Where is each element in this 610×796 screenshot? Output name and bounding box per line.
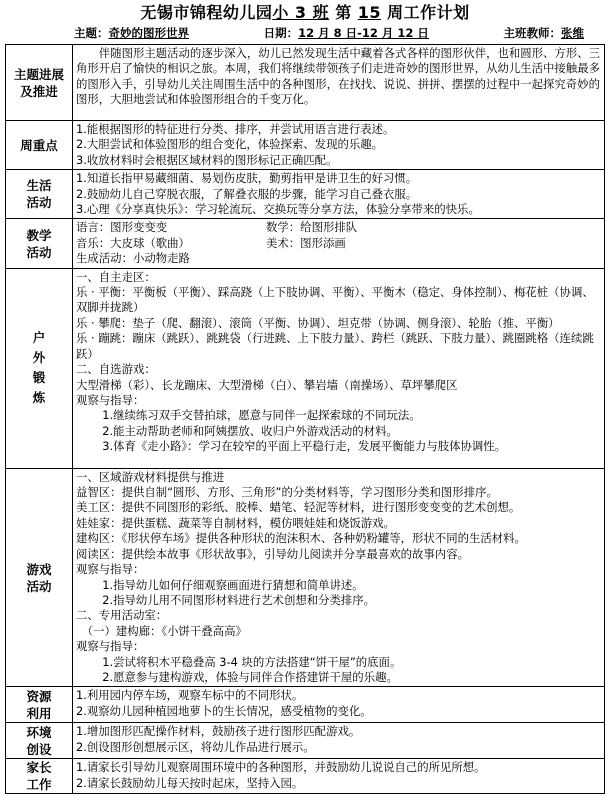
label-life: 生活 活动: [6, 170, 73, 219]
list-item: 1.利用园内停车场，观察车标中的不同形状。: [76, 688, 304, 703]
title-suffix: 周工作计划: [387, 3, 470, 22]
list-item: 2.鼓励幼儿自己穿脱衣服，了解叠衣服的步骤，能学习自己叠衣服。: [76, 186, 418, 201]
label-games: 游戏 活动: [6, 468, 73, 687]
row-environment: [6, 723, 605, 759]
theme-meta: 主题：奇妙的图形世界: [74, 26, 189, 40]
list-item: 建构区：《形状停车场》提供各种形状的泡沫积木、各种奶粉罐等，形状不同的生活材料。: [76, 531, 526, 546]
list-item: 一、区域游戏材料提供与推进: [76, 469, 225, 484]
list-item: 一、自主走区：: [76, 269, 156, 284]
list-item: 1.尝试将积木平稳叠高 3-4 块的方法搭建“饼干屋”的底面。: [102, 654, 402, 669]
label-weekly-focus: 周重点: [6, 121, 73, 170]
label-family: 家长 工作: [6, 759, 73, 794]
row-games: [6, 468, 605, 687]
list-item: 1.增加图形匹配操作材料，鼓励孩子进行图形匹配游戏。: [76, 724, 361, 739]
content-environment: [73, 723, 605, 759]
label-outdoor: 户 外 锻 炼: [6, 268, 73, 468]
teaching-math: 数学：给图形排队: [266, 220, 358, 235]
theme-value: 奇妙的图形世界: [108, 26, 189, 40]
row-family: [6, 759, 605, 794]
row-teaching: [6, 219, 605, 268]
list-item: 1.请家长引导幼儿观察周围环境中的各种图形，并鼓励幼儿说说自己的所见所想。: [76, 760, 486, 775]
list-item: （一）建构廊：《小饼干叠高高》: [81, 623, 247, 638]
list-item: 二、自选游戏：: [76, 362, 156, 377]
content-outdoor: [73, 268, 605, 468]
label-teaching: 教学 活动: [6, 219, 73, 268]
content-games: [73, 468, 605, 687]
list-item: 1.指导幼儿如何仔细观察画面进行猜想和简单讲述。: [102, 577, 364, 592]
list-item: 2.大胆尝试和体验图形的组合变化，体验探索、发现的乐趣。: [76, 137, 384, 152]
list-item: 阅读区：提供绘本故事《形状故事》，引导幼儿阅读并分享最喜欢的故事内容。: [76, 546, 469, 561]
date-value: 12 月 8 日-12 月 12 日: [298, 26, 429, 40]
row-resources: [6, 687, 605, 723]
list-item: 乐 · 平衡：平衡板（平衡）、踩高跷（上下肢协调、平衡）、平衡木（稳定、身体控制）、梅花桩（协调、双脚并拢跳）: [76, 285, 594, 315]
list-item: 2.愿意参与建构游戏，体验与同伴合作搭建饼干屋的乐趣。: [102, 669, 398, 684]
row-outdoor: [6, 268, 605, 468]
list-item: 1.知道长指甲易藏细菌、易划伤皮肤，勤剪指甲是讲卫生的好习惯。: [76, 171, 418, 186]
teaching-music: 音乐：大皮球（歌曲）: [76, 235, 190, 250]
page-title: [0, 0, 610, 23]
list-item: 3.收放材料时会根据区域材料的图形标记正确匹配。: [76, 152, 338, 167]
label-environment: 环境 创设: [6, 723, 73, 759]
list-item: 美工区：提供不同图形的彩纸、胶棒、蜡笔、轻泥等材料，进行图形变变变的艺术创想。: [76, 500, 521, 515]
list-item: 二、专用活动室：: [76, 608, 168, 623]
label-resources: 资源 利用: [6, 687, 73, 723]
list-item: 2.指导幼儿用不同图形材料进行艺术创想和分类排序。: [102, 592, 376, 607]
list-item: 3.心理《分享真快乐》：学习轮流玩、交换玩等分享方法，体验分享带来的快乐。: [76, 202, 480, 217]
list-item: 2.能主动帮助老师和阿姨摆放、收归户外游戏活动的材料。: [102, 423, 398, 438]
label-theme-progress: 主题进展 及推进: [6, 45, 73, 121]
title-week-prefix: 第: [335, 3, 352, 22]
content-life: [73, 170, 605, 219]
teacher-value: 张维: [561, 26, 584, 40]
content-weekly-focus: [73, 121, 605, 170]
meta-line: [0, 23, 610, 45]
class-name: 小 3 班: [272, 3, 330, 22]
row-theme-progress: [6, 45, 605, 121]
teaching-art: 美术：图形添画: [266, 235, 346, 250]
list-item: 乐 · 蹦跳：蹦床（跳跃）、跳跳袋（行进跳、上下肢力量）、跨栏（跳跃、下肢力量）、跳圈跳格（连续跳跃）: [76, 331, 594, 361]
content-theme-progress: 伴随图形主题活动的逐步深入，幼儿已然发现生活中藏着各式各样的图形伙伴，也和圆形、方形、三角形开启了愉快的相识之旅。本周，我们将继续带领孩子们走进奇妙的图形世界，从幼儿生活中接触最多的图形入手，引导幼儿关注周围生活中的各种图形，在找找、说说、拼拼、摆摆的过程中一起探究奇妙的图形，大胆地尝试和体验图形组合的千变万化。: [73, 45, 605, 121]
teacher-meta: 主班教师：张维: [503, 26, 584, 40]
date-meta: 日期：12 月 8 日-12 月 12 日: [263, 26, 429, 40]
teaching-language: 语言：图形变变变: [76, 220, 168, 235]
list-item: 大型滑梯（彩）、长龙蹦床、大型滑梯（白）、攀岩墙（南操场）、草坪攀爬区: [76, 377, 458, 392]
row-life: [6, 170, 605, 219]
list-item: 1.继续练习双手交替拍球，愿意与同伴一起探索球的不同玩法。: [102, 408, 421, 423]
content-resources: [73, 687, 605, 723]
list-item: 1.能根据图形的特征进行分类、排序，并尝试用语言进行表述。: [76, 122, 395, 136]
kindergarten-name: 无锡市锦程幼儿园: [140, 3, 273, 22]
list-item: 观察与指导：: [76, 639, 145, 654]
list-item: 娃娃家：提供蛋糕、蔬菜等自制材料，模仿喂娃娃和烧饭游戏。: [76, 515, 395, 530]
list-item: 2.请家长鼓励幼儿每天按时起床，坚持入园。: [76, 775, 304, 790]
list-item: 2.创设图形创想展示区，将幼儿作品进行展示。: [76, 739, 315, 754]
list-item: 观察与指导：: [76, 562, 145, 577]
list-item: 乐 · 攀爬：垫子（爬、翻滚）、滚筒（平衡、协调）、坦克带（协调、侧身滚）、轮胎（推、平衡）: [76, 315, 560, 330]
teaching-generated: 生成活动：小动物走路: [76, 251, 190, 266]
list-item: 3.体育《走小路》：学习在较窄的平面上平稳行走，发展平衡能力与肢体协调性。: [102, 439, 507, 454]
list-item: 2.观察幼儿园种植园地萝卜的生长情况，感受植物的变化。: [76, 703, 372, 718]
week-number: 15: [357, 3, 382, 22]
row-weekly-focus: [6, 121, 605, 170]
plan-table: [5, 44, 605, 794]
content-teaching: [73, 219, 605, 268]
list-item: 益智区：提供自制“圆形、方形、三角形”的分类材料等，学习图形分类和图形排序。: [76, 485, 498, 500]
content-family: [73, 759, 605, 794]
list-item: 观察与指导：: [76, 392, 145, 407]
